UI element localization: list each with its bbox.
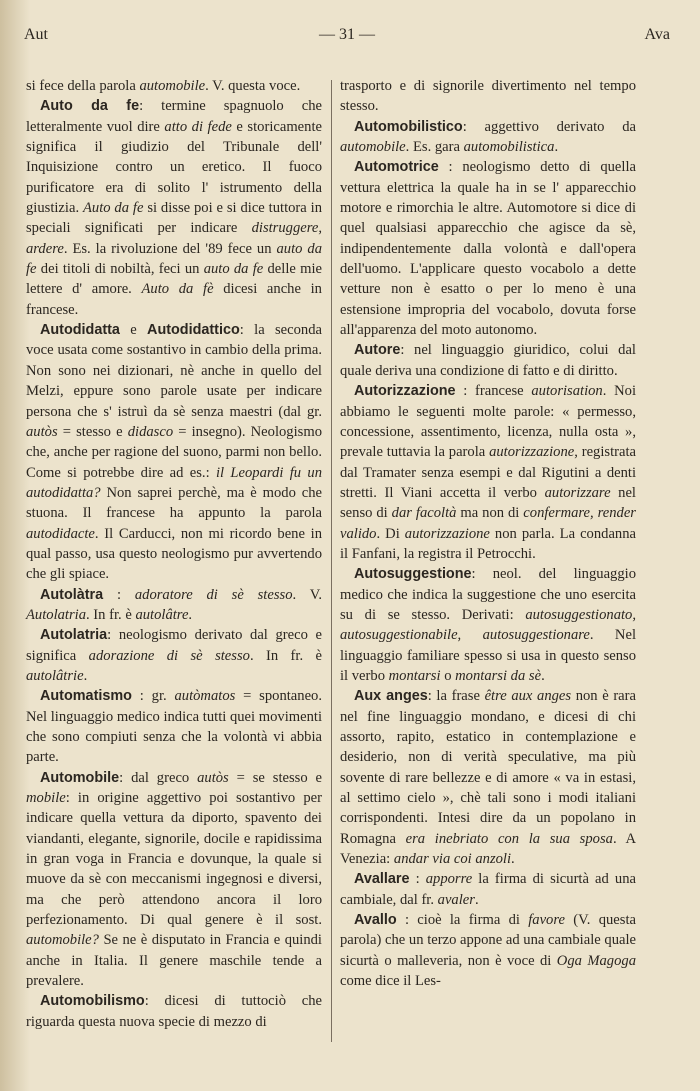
entry-text: : neologismo detto di quella vettura elettrica la quale ha in se l' apparecchio motore e rimorchia le altre. Automotore si dice di quel qualsiasi apparecchio che agisce da sè, indipendentemente dalla volontà e dall'opera dell'uomo. L'applicare questo vocabolo a dette vetture non è esatto o per lo meno è una estensione impropria del vocabolo, dovuta forse all'apparenza del moto autonomo. <box>340 159 636 339</box>
entry-text: dicesi anche in francese. <box>26 281 322 318</box>
entry-headword: Autorizzazione <box>354 383 456 400</box>
dictionary-entry <box>26 686 322 767</box>
entry-text: come dice il Les- <box>340 973 441 990</box>
page-header <box>24 26 670 48</box>
left-column <box>26 76 322 1032</box>
entry-text: , registrata dal Tramater senza esempi e dal Rigutini a denti stretti. Il Viani accetta il verbo <box>340 444 637 501</box>
entry-text: . <box>188 606 193 623</box>
italic-text: atto di fede <box>164 118 232 135</box>
dictionary-entry <box>26 991 322 1032</box>
italic-text: Auto da fe <box>82 200 144 217</box>
entry-text: = stesso e <box>57 423 128 440</box>
entry-text: : nel linguaggio giuridico, colui dal quale deriva una condizione di fatto e di diritto. <box>340 342 636 379</box>
italic-text: confermare, render valido <box>340 505 636 542</box>
entry-text: ma non di <box>456 505 524 522</box>
italic-text: Oga Magoga <box>556 952 636 969</box>
italic-text: era inebriato con la sua sposa <box>405 830 613 847</box>
italic-text: autolâtre <box>135 606 189 623</box>
dictionary-entry <box>26 768 322 992</box>
italic-text: il Leopardi fu un autodidatta? <box>26 464 322 501</box>
page-number: — 31 — <box>319 26 375 43</box>
italic-text: autòs <box>26 423 58 440</box>
italic-text: Autolatria <box>26 606 86 623</box>
entry-text: . In fr. è <box>86 606 136 623</box>
entry-headword: Autolàtra <box>40 586 104 603</box>
italic-text: autorisation <box>531 383 603 400</box>
entry-text: la firma di sicurtà ad una cambiale, dal fr. <box>340 871 636 908</box>
italic-text: automobilistica <box>463 139 555 156</box>
entry-text: . <box>541 667 545 684</box>
entry-text: . <box>474 891 479 908</box>
entry-text: o <box>440 667 456 684</box>
entry-text: . Il Carducci, non mi ricordo bene in qual passo, usa questo neologismo pur avvertendo che gli spiace. <box>26 525 322 583</box>
entry-text: . V. questa voce. <box>205 78 301 94</box>
entry-text: . A Venezia: <box>340 830 636 868</box>
italic-text: montarsi da sè <box>455 667 542 684</box>
italic-text: autorizzazione <box>489 444 575 461</box>
italic-text: didasco <box>127 423 174 440</box>
italic-text: auto da fe <box>203 261 264 278</box>
italic-text: montarsi <box>388 667 441 684</box>
entry-text: . In fr. è <box>249 647 322 664</box>
entry-text: : aggettivo derivato da <box>462 118 636 135</box>
italic-text: distruggere, ardere <box>26 220 322 257</box>
dictionary-entry <box>340 381 636 564</box>
entry-text: : <box>409 871 426 888</box>
entry-text: . Noi abbiamo le seguenti molte parole: « permesso, concessione, assentimento, licenza, nulla osta », prevale tuttavia la parola <box>340 383 636 461</box>
entry-text: trasporto e di signorile divertimento nel tempo stesso. <box>340 78 636 115</box>
entry-headword: Auto da fe <box>40 98 140 115</box>
entry-text: : gr. <box>131 688 175 705</box>
dictionary-entry <box>26 585 322 626</box>
italic-text: autòmatos <box>174 688 236 705</box>
entry-headword: Autosuggestione <box>354 566 472 583</box>
entry-headword: Automobilistico <box>354 118 463 135</box>
italic-text: autorizzazione <box>404 525 490 542</box>
entry-headword: Automobilismo <box>40 993 145 1010</box>
entry-text: Non saprei perchè, ma è modo che stuona. Il francese ha appunto la parola <box>26 484 322 522</box>
italic-text: être aux anges <box>484 688 572 705</box>
italic-text: autòs <box>197 769 229 786</box>
entry-text: dei titoli di nobiltà, feci un <box>36 261 204 278</box>
dictionary-entry <box>26 625 322 686</box>
entry-headword: Autolatria <box>40 627 108 644</box>
dictionary-entry <box>340 117 636 158</box>
entry-text: : dal greco <box>119 769 198 786</box>
entry-text: nel senso di <box>340 484 636 522</box>
entry-text: : neol. del linguaggio medico che indica la suggestione che uno esercita su di se stesso. Derivati: <box>340 566 636 623</box>
entry-headword: Aux anges <box>354 688 428 705</box>
entry-text: . Nel linguaggio familiare spesso si usa in questo senso il verbo <box>340 627 637 684</box>
italic-text: adorazione di sè stesso <box>88 647 250 664</box>
entry-text: . Di <box>376 525 405 542</box>
dictionary-entry <box>340 869 636 910</box>
entry-text: . <box>511 851 515 868</box>
entry-text: si disse poi e si dice tuttora in speciali significati per indicare <box>26 200 322 237</box>
entry-text: : la frase <box>427 688 485 705</box>
entry-text: : dicesi di tuttociò che riguarda questa nuova specie di mezzo di <box>26 993 322 1030</box>
entry-headword: Autodidatta <box>40 322 120 339</box>
italic-text: favore <box>528 912 565 929</box>
dictionary-entry <box>26 320 322 584</box>
italic-text: auto da fe <box>26 240 323 278</box>
dictionary-entry <box>340 340 636 381</box>
header-right-guideword: Ava <box>644 26 670 43</box>
continued-entry-text <box>26 76 322 96</box>
italic-text: automobile <box>340 139 406 156</box>
dictionary-entry <box>340 686 636 869</box>
entry-headword: Avallo <box>354 912 397 929</box>
entry-text: : cioè la firma di <box>396 912 529 929</box>
entry-text: Se ne è disputato in Francia e quindi anche in Italia. Il genere maschile tende a prevalere. <box>26 932 322 990</box>
entry-text: . V. <box>292 586 323 603</box>
italic-text: avaler <box>437 891 475 908</box>
italic-text: automobile <box>139 78 206 94</box>
entry-headword: Autore <box>354 342 401 359</box>
entry-text: = insegno). Neologismo che, anche per ragione del suono, parmi non bello. Come si potrebbe dire ad es.: <box>26 423 322 481</box>
entry-text: = se stesso e <box>228 769 322 786</box>
entry-text: . <box>554 139 559 156</box>
entry-text: e storicamente significa il giudizio del Tribunale dell' Inquisizione contro un eretico. Il fuoco purificatore era di solito l' istrumento della giustizia. <box>26 118 322 217</box>
entry-text: . Es. gara <box>405 139 464 156</box>
right-column <box>340 76 636 991</box>
entry-text: (V. questa parola) che un terzo appone ad una cambiale quale sicurtà o malleveria, non è voce di <box>340 912 636 969</box>
entry-text: : <box>103 586 135 603</box>
entry-text: . Es. la rivoluzione del '89 fece un <box>63 240 277 257</box>
entry-text: non parla. La condanna il Fanfani, la registra il Petrocchi. <box>340 525 636 562</box>
dictionary-entry <box>340 564 636 686</box>
entry-headword: Automobile <box>40 769 120 786</box>
dictionary-entry <box>340 910 636 991</box>
italic-text: autodidacte <box>26 525 95 542</box>
italic-text: apporre <box>425 871 473 888</box>
entry-text: non è rara nel fine linguaggio mondano, e dicesi di chi assorto, rapito, estatico in contemplazione e desiderio, non di verità speculative, ma più sovente di rare bellezze e di amore « va in estasi, al settimo cielo », chè tali sono i modi italiani corrispondenti. Intesi dire da un popolano in Romagna <box>340 688 636 847</box>
entry-text: : in origine aggettivo poi sostantivo per indicare quella vettura da diporto, spavento dei viandanti, elegante, signorile, docile e rapidissima in gran voga in Francia e dovunque, la quale si muove da sè con meccanismi ingegnosi e diversi, ma che però attendono ancora il loro perfezionamento. Di qual genere è il sost. <box>26 790 322 929</box>
dictionary-entry <box>26 96 322 320</box>
italic-text: autorizzare <box>544 484 611 501</box>
entry-text: si fece della parola <box>26 78 140 94</box>
entry-headword: Automatismo <box>40 688 132 705</box>
entry-text: : termine spagnuolo che letteralmente vuol dire <box>26 98 322 135</box>
entry-text: delle mie lettere d' amore. <box>26 261 323 298</box>
entry-headword: Autodidattico <box>147 322 240 339</box>
column-divider <box>331 80 332 1042</box>
italic-text: autosuggestionato, autosuggestionabile, autosuggestionare <box>340 606 636 644</box>
entry-text: : la seconda voce usata come sostantivo in cambio della prima. Non sono nei dizionari, nè anche in quello del Melzi, eppure sono parole usate per indicare persona che s' istruì da sè senza maestri (dal gr. <box>26 322 322 420</box>
italic-text: mobile <box>26 790 66 807</box>
header-left-guideword: Aut <box>24 26 48 43</box>
continued-entry-text <box>340 76 636 117</box>
entry-text: : francese <box>455 383 532 400</box>
italic-text: andar via coi anzoli <box>393 851 512 868</box>
dictionary-columns <box>26 76 640 1086</box>
entry-headword: Avallare <box>354 871 410 888</box>
entry-text: = spontaneo. Nel linguaggio medico indica tutti quei movimenti che sono compiuti senza che la volontà vi abbia parte. <box>26 688 322 766</box>
italic-text: autolâtrie <box>26 667 84 684</box>
italic-text: adoratore di sè stesso <box>134 586 293 603</box>
dictionary-entry <box>340 157 636 340</box>
entry-text: . <box>83 667 88 684</box>
italic-text: dar facoltà <box>391 505 457 522</box>
entry-text: : neologismo derivato dal greco e significa <box>26 627 322 664</box>
italic-text: automobile? <box>26 932 99 949</box>
entry-headword: Automotrice <box>354 159 439 176</box>
italic-text: Auto da fè <box>141 281 214 298</box>
entry-text: e <box>119 322 148 339</box>
